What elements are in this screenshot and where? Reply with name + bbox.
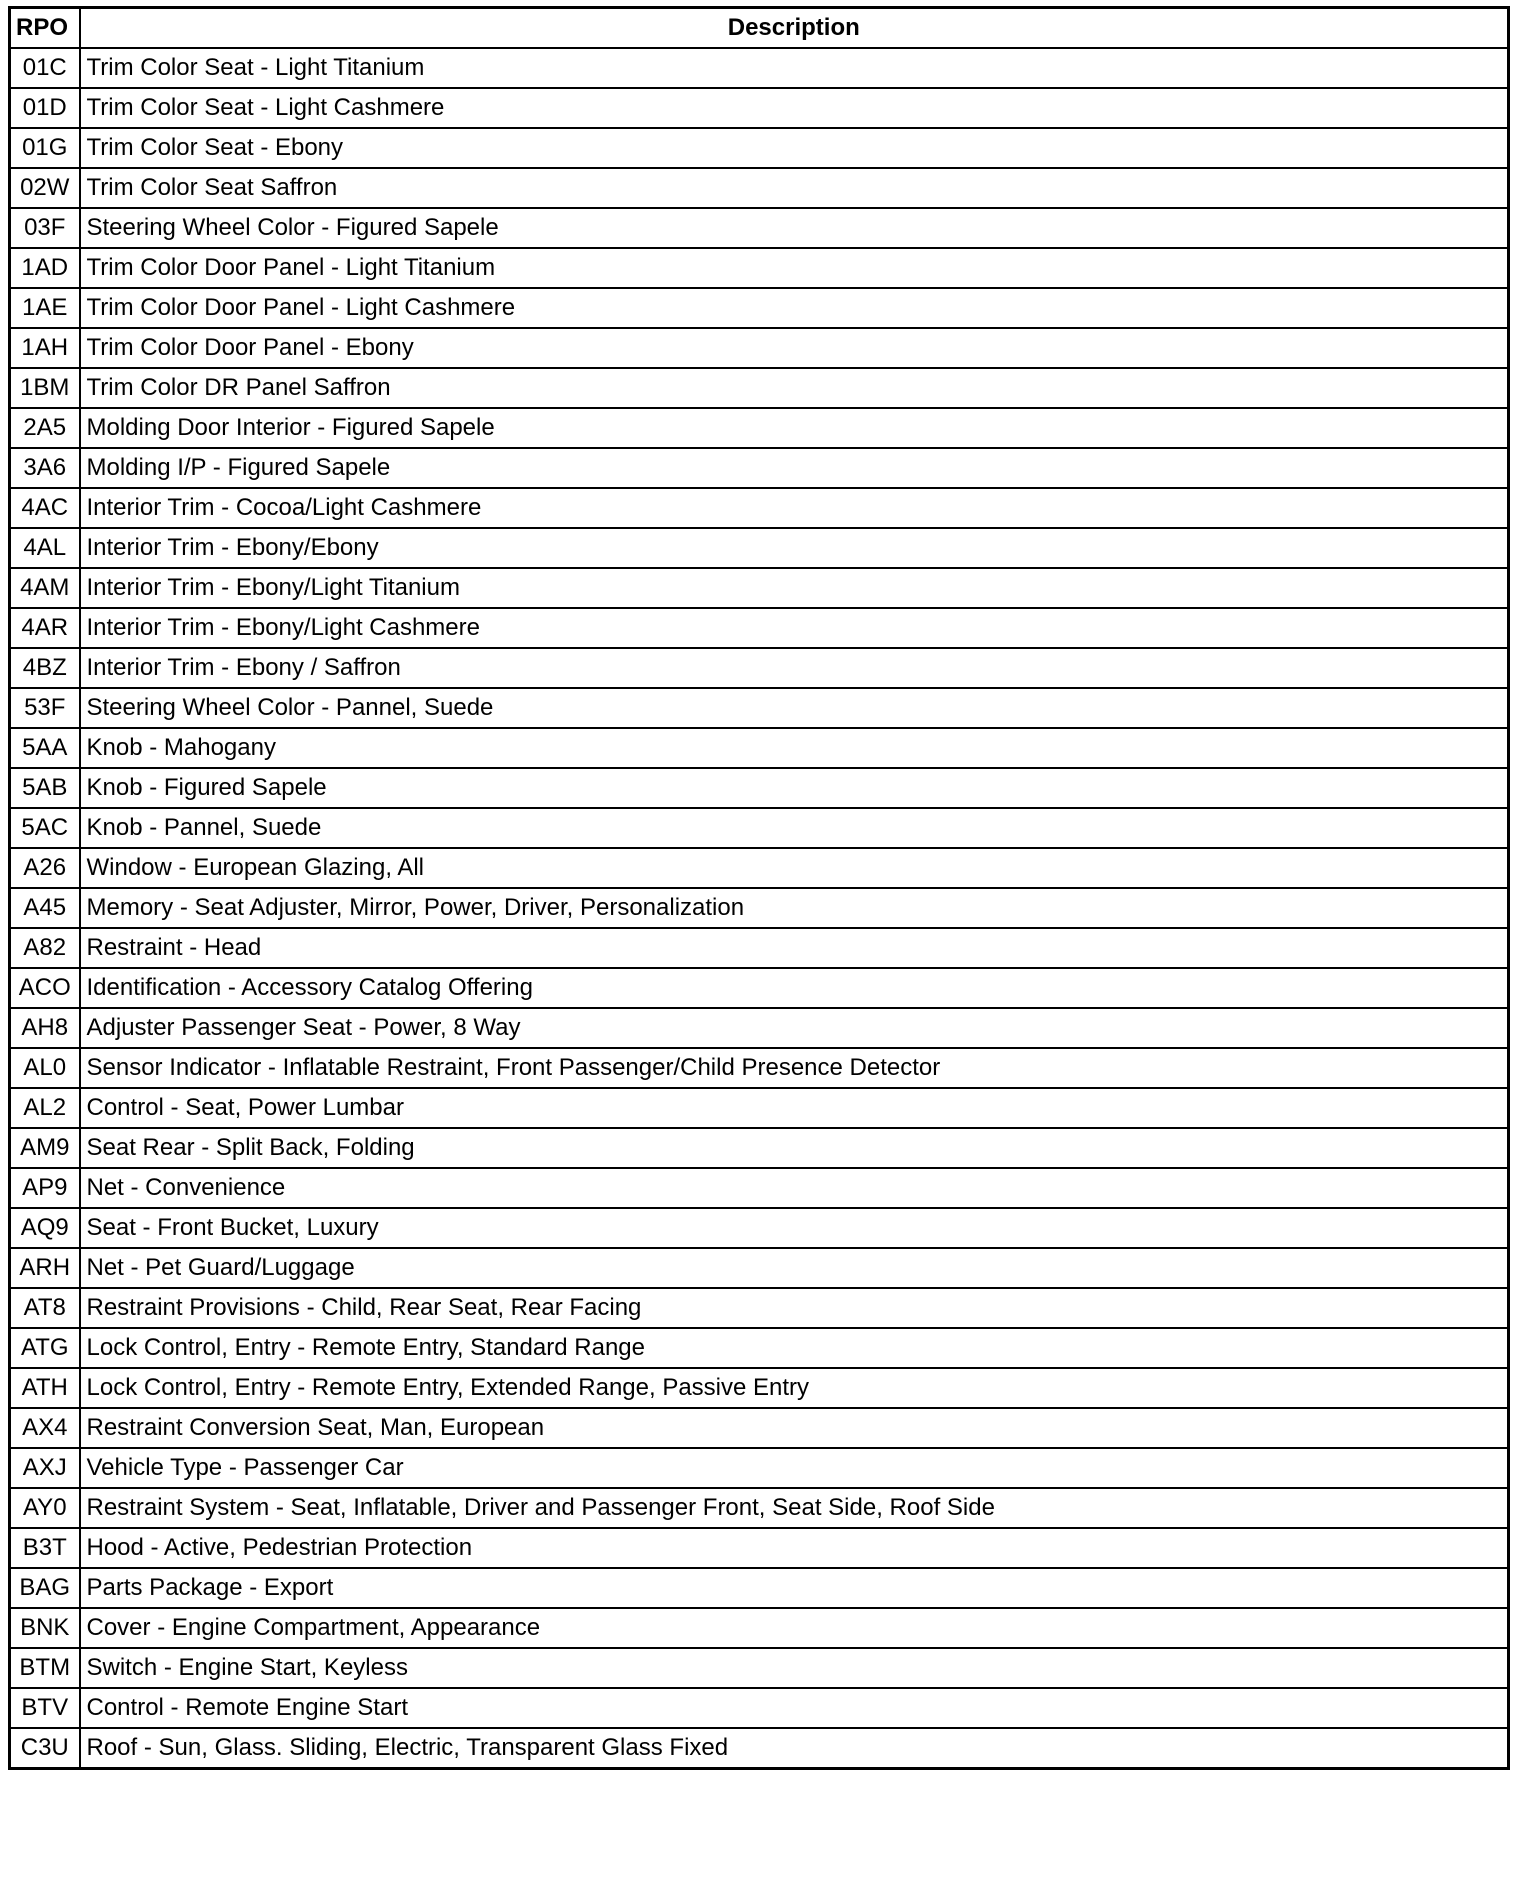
rpo-code-cell: ATG <box>10 1328 80 1368</box>
table-row <box>10 888 1509 928</box>
rpo-code-cell: AL2 <box>10 1088 80 1128</box>
rpo-code-cell: 4AR <box>10 608 80 648</box>
description-cell: Seat Rear - Split Back, Folding <box>80 1128 1509 1168</box>
rpo-code-cell: 2A5 <box>10 408 80 448</box>
table-row <box>10 368 1509 408</box>
description-cell: Steering Wheel Color - Figured Sapele <box>80 208 1509 248</box>
description-cell: Interior Trim - Ebony/Ebony <box>80 528 1509 568</box>
rpo-code-cell: 01D <box>10 88 80 128</box>
rpo-code-cell: 5AB <box>10 768 80 808</box>
description-cell: Vehicle Type - Passenger Car <box>80 1448 1509 1488</box>
rpo-code-cell: 4AL <box>10 528 80 568</box>
description-cell: Roof - Sun, Glass. Sliding, Electric, Transparent Glass Fixed <box>80 1728 1509 1769</box>
table-row <box>10 1528 1509 1568</box>
rpo-code-cell: AY0 <box>10 1488 80 1528</box>
description-cell: Restraint - Head <box>80 928 1509 968</box>
rpo-code-cell: AQ9 <box>10 1208 80 1248</box>
description-cell: Control - Seat, Power Lumbar <box>80 1088 1509 1128</box>
rpo-code-cell: ACO <box>10 968 80 1008</box>
rpo-code-cell: 53F <box>10 688 80 728</box>
table-row <box>10 448 1509 488</box>
rpo-description-table <box>8 6 1510 1770</box>
table-row <box>10 688 1509 728</box>
table-row <box>10 1088 1509 1128</box>
description-cell: Interior Trim - Ebony / Saffron <box>80 648 1509 688</box>
table-row <box>10 928 1509 968</box>
description-cell: Knob - Mahogany <box>80 728 1509 768</box>
description-cell: Trim Color Seat Saffron <box>80 168 1509 208</box>
table-row <box>10 208 1509 248</box>
description-cell: Trim Color Seat - Light Titanium <box>80 48 1509 88</box>
table-row <box>10 1368 1509 1408</box>
description-cell: Seat - Front Bucket, Luxury <box>80 1208 1509 1248</box>
table-row <box>10 128 1509 168</box>
description-cell: Trim Color Seat - Ebony <box>80 128 1509 168</box>
description-column-header: Description <box>80 8 1509 49</box>
rpo-code-cell: 03F <box>10 208 80 248</box>
description-cell: Interior Trim - Ebony/Light Cashmere <box>80 608 1509 648</box>
table-row <box>10 968 1509 1008</box>
rpo-code-cell: ARH <box>10 1248 80 1288</box>
table-row <box>10 1208 1509 1248</box>
description-cell: Control - Remote Engine Start <box>80 1688 1509 1728</box>
table-row <box>10 48 1509 88</box>
description-cell: Lock Control, Entry - Remote Entry, Extended Range, Passive Entry <box>80 1368 1509 1408</box>
rpo-code-cell: B3T <box>10 1528 80 1568</box>
table-row <box>10 1448 1509 1488</box>
rpo-code-cell: A45 <box>10 888 80 928</box>
table-row <box>10 168 1509 208</box>
rpo-column-header: RPO <box>10 8 80 49</box>
description-cell: Interior Trim - Cocoa/Light Cashmere <box>80 488 1509 528</box>
table-row <box>10 1328 1509 1368</box>
table-row <box>10 1248 1509 1288</box>
description-cell: Knob - Figured Sapele <box>80 768 1509 808</box>
description-cell: Memory - Seat Adjuster, Mirror, Power, Driver, Personalization <box>80 888 1509 928</box>
table-row <box>10 1048 1509 1088</box>
table-row <box>10 1608 1509 1648</box>
table-row <box>10 1408 1509 1448</box>
description-cell: Switch - Engine Start, Keyless <box>80 1648 1509 1688</box>
rpo-code-cell: AH8 <box>10 1008 80 1048</box>
table-row <box>10 568 1509 608</box>
description-cell: Interior Trim - Ebony/Light Titanium <box>80 568 1509 608</box>
table-row <box>10 728 1509 768</box>
rpo-code-cell: 4AM <box>10 568 80 608</box>
rpo-code-cell: 4AC <box>10 488 80 528</box>
rpo-code-cell: 01C <box>10 48 80 88</box>
rpo-code-cell: C3U <box>10 1728 80 1769</box>
table-row <box>10 1568 1509 1608</box>
rpo-code-cell: BNK <box>10 1608 80 1648</box>
table-row <box>10 88 1509 128</box>
rpo-code-cell: 1AH <box>10 328 80 368</box>
table-row <box>10 768 1509 808</box>
description-cell: Knob - Pannel, Suede <box>80 808 1509 848</box>
rpo-code-cell: AXJ <box>10 1448 80 1488</box>
description-cell: Steering Wheel Color - Pannel, Suede <box>80 688 1509 728</box>
rpo-code-cell: A26 <box>10 848 80 888</box>
table-row <box>10 1288 1509 1328</box>
description-cell: Hood - Active, Pedestrian Protection <box>80 1528 1509 1568</box>
description-cell: Trim Color Door Panel - Light Titanium <box>80 248 1509 288</box>
rpo-code-cell: AL0 <box>10 1048 80 1088</box>
rpo-code-cell: AT8 <box>10 1288 80 1328</box>
rpo-code-cell: 01G <box>10 128 80 168</box>
description-cell: Window - European Glazing, All <box>80 848 1509 888</box>
table-row <box>10 1168 1509 1208</box>
rpo-code-cell: A82 <box>10 928 80 968</box>
description-cell: Trim Color Seat - Light Cashmere <box>80 88 1509 128</box>
rpo-code-cell: 3A6 <box>10 448 80 488</box>
rpo-code-cell: 4BZ <box>10 648 80 688</box>
description-cell: Cover - Engine Compartment, Appearance <box>80 1608 1509 1648</box>
table-row <box>10 488 1509 528</box>
description-cell: Molding I/P - Figured Sapele <box>80 448 1509 488</box>
description-cell: Restraint Provisions - Child, Rear Seat, Rear Facing <box>80 1288 1509 1328</box>
table-row <box>10 1728 1509 1769</box>
table-row <box>10 848 1509 888</box>
rpo-code-cell: AM9 <box>10 1128 80 1168</box>
description-cell: Restraint System - Seat, Inflatable, Driver and Passenger Front, Seat Side, Roof Side <box>80 1488 1509 1528</box>
description-cell: Molding Door Interior - Figured Sapele <box>80 408 1509 448</box>
rpo-code-cell: BAG <box>10 1568 80 1608</box>
rpo-code-cell: 1AE <box>10 288 80 328</box>
description-cell: Restraint Conversion Seat, Man, European <box>80 1408 1509 1448</box>
table-row <box>10 1488 1509 1528</box>
table-row <box>10 648 1509 688</box>
description-cell: Net - Pet Guard/Luggage <box>80 1248 1509 1288</box>
table-row <box>10 1688 1509 1728</box>
rpo-code-cell: AP9 <box>10 1168 80 1208</box>
rpo-code-cell: 1AD <box>10 248 80 288</box>
rpo-code-cell: ATH <box>10 1368 80 1408</box>
description-cell: Trim Color DR Panel Saffron <box>80 368 1509 408</box>
description-cell: Net - Convenience <box>80 1168 1509 1208</box>
description-cell: Lock Control, Entry - Remote Entry, Standard Range <box>80 1328 1509 1368</box>
table-row <box>10 808 1509 848</box>
rpo-code-cell: AX4 <box>10 1408 80 1448</box>
table-row <box>10 1128 1509 1168</box>
description-cell: Trim Color Door Panel - Light Cashmere <box>80 288 1509 328</box>
rpo-code-cell: 1BM <box>10 368 80 408</box>
rpo-code-cell: 5AA <box>10 728 80 768</box>
table-row <box>10 1648 1509 1688</box>
description-cell: Identification - Accessory Catalog Offering <box>80 968 1509 1008</box>
table-row <box>10 328 1509 368</box>
table-row <box>10 408 1509 448</box>
description-cell: Parts Package - Export <box>80 1568 1509 1608</box>
table-row <box>10 288 1509 328</box>
table-body <box>10 48 1509 1769</box>
description-cell: Sensor Indicator - Inflatable Restraint, Front Passenger/Child Presence Detector <box>80 1048 1509 1088</box>
description-cell: Adjuster Passenger Seat - Power, 8 Way <box>80 1008 1509 1048</box>
table-row <box>10 1008 1509 1048</box>
table-header <box>10 8 1509 49</box>
rpo-code-cell: BTV <box>10 1688 80 1728</box>
table-row <box>10 248 1509 288</box>
rpo-code-cell: BTM <box>10 1648 80 1688</box>
description-cell: Trim Color Door Panel - Ebony <box>80 328 1509 368</box>
rpo-code-cell: 02W <box>10 168 80 208</box>
header-row <box>10 8 1509 49</box>
rpo-code-cell: 5AC <box>10 808 80 848</box>
table-row <box>10 528 1509 568</box>
table-row <box>10 608 1509 648</box>
